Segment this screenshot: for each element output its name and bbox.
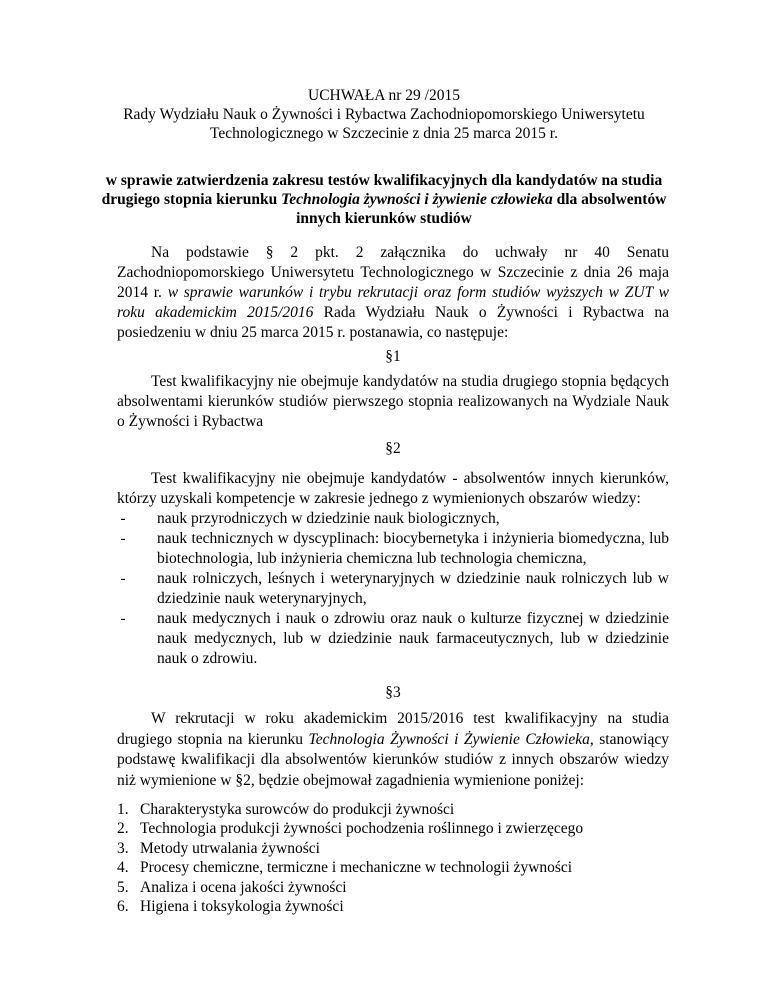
list-item-text: nauk przyrodniczych w dziedzinie nauk biologicznych, <box>157 510 500 527</box>
resolution-date: Technologicznego w Szczecinie z dnia 25 marca 2015 r. <box>210 125 558 142</box>
list-item-text: nauk technicznych w dyscyplinach: biocybernetyka i inżynieria biomedyczna, lub biotechnologia, lub inżynieria chemiczna lub technologia chemiczna, <box>157 530 669 567</box>
topic-item <box>117 897 669 916</box>
preamble-italic: w sprawie warunków i trybu rekrutacji oraz form studiów wyższych w ZUT w roku akademickim 2015/2016 <box>117 284 669 321</box>
dash-bullet: - <box>120 610 126 627</box>
resolution-number: UCHWAŁA nr 29 /2015 <box>308 87 460 104</box>
section-1-text: Test kwalifikacyjny nie obejmuje kandydatów na studia drugiego stopnia będących absolwentami kierunków studiów pierwszego stopnia realizowanych na Wydziale Nauk o Żywności i Rybactwa <box>117 373 669 430</box>
section-3-mark: §3 <box>385 684 401 701</box>
subject-text: dla absolwentów <box>552 191 667 208</box>
list-item <box>117 509 669 529</box>
list-item-text: nauk medycznych i nauk o zdrowiu oraz nauk o kulturze fizycznej w dziedzinie nauk medycznych, lub w dziedzinie nauk farmaceutycznych, lub w dziedzinie nauk o zdrowiu. <box>157 610 669 667</box>
topic-text: Analiza i ocena jakości żywności <box>140 878 347 896</box>
topic-number: 5. <box>117 878 129 896</box>
topic-item <box>117 878 669 897</box>
subject-line-3: innych kierunków studiów <box>296 210 472 227</box>
topic-number: 1. <box>117 801 129 818</box>
topic-item <box>117 819 669 838</box>
resolution-subject <box>100 171 668 228</box>
dash-bullet: - <box>120 570 126 587</box>
dash-bullet: - <box>120 510 126 527</box>
subject-line-2 <box>100 190 668 209</box>
topic-number: 6. <box>117 898 129 916</box>
resolution-issuer: Rady Wydziału Nauk o Żywności i Rybactwa Zachodniopomorskiego Uniwersytetu <box>123 106 645 123</box>
topic-item <box>117 839 669 858</box>
section-1-mark: §1 <box>385 348 401 365</box>
preamble-text: Na podstawie § 2 pkt. 2 załącznika do uchwały nr 40 Senatu Zachodniopomorskiego Uniwersytetu Technologicznego w Szczecinie z dnia 26 maja 2014 r. <box>117 244 669 301</box>
section-3-program-name: Technologia Żywności i Żywienie Człowieka <box>308 730 590 748</box>
list-item <box>117 569 669 609</box>
preamble-text: Rada Wydziału Nauk o Żywności i Rybactwa na posiedzeniu w dniu 25 marca 2015 r. postanawia, co następuje: <box>117 304 669 341</box>
section-2-mark: §2 <box>385 440 401 457</box>
topic-text: Higiena i toksykologia żywności <box>140 898 344 916</box>
section-2-list <box>117 509 669 669</box>
dash-bullet: - <box>120 530 126 547</box>
list-item <box>117 529 669 569</box>
topic-item <box>117 858 669 877</box>
subject-line-1: w sprawie zatwierdzenia zakresu testów kwalifikacyjnych dla kandydatów na studia <box>105 172 663 189</box>
topic-number: 4. <box>117 859 129 877</box>
topic-text: Charakterystyka surowców do produkcji żywności <box>140 801 455 818</box>
topic-number: 3. <box>117 839 129 857</box>
topic-text: Technologia produkcji żywności pochodzenia roślinnego i zwierzęcego <box>140 820 584 838</box>
topics-list <box>117 800 669 916</box>
topic-text: Metody utrwalania żywności <box>140 839 320 857</box>
section-2-intro: Test kwalifikacyjny nie obejmuje kandydatów - absolwentów innych kierunków, którzy uzyskali kompetencje w zakresie jednego z wymienionych obszarów wiedzy: <box>117 470 669 507</box>
preamble <box>117 243 669 343</box>
section-3-body: W rekrutacji w roku akademickim 2015/2016 test kwalifikacyjny na studia drugiego stopnia na kierunku <box>117 710 669 748</box>
section-3-text <box>117 709 669 791</box>
section-3-body: , stanowiący podstawę kwalifikacji dla absolwentów kierunków studiów z innych obszarów wiedzy niż wymienione w §2, będzie obejmował zagadnienia wymienione poniżej: <box>117 730 669 789</box>
list-item-text: nauk rolniczych, leśnych i weterynaryjnych w dziedzinie nauk rolniczych lub w dziedzinie nauk weterynaryjnych, <box>157 570 669 607</box>
topic-item <box>117 800 669 819</box>
list-item <box>117 609 669 669</box>
subject-text: drugiego stopnia kierunku <box>101 191 282 208</box>
topic-text: Procesy chemiczne, termiczne i mechaniczne w technologii żywności <box>140 859 573 877</box>
subject-program-name: Technologia żywności i żywienie człowieka <box>281 191 553 208</box>
topic-number: 2. <box>117 820 129 838</box>
resolution-header <box>100 86 668 143</box>
